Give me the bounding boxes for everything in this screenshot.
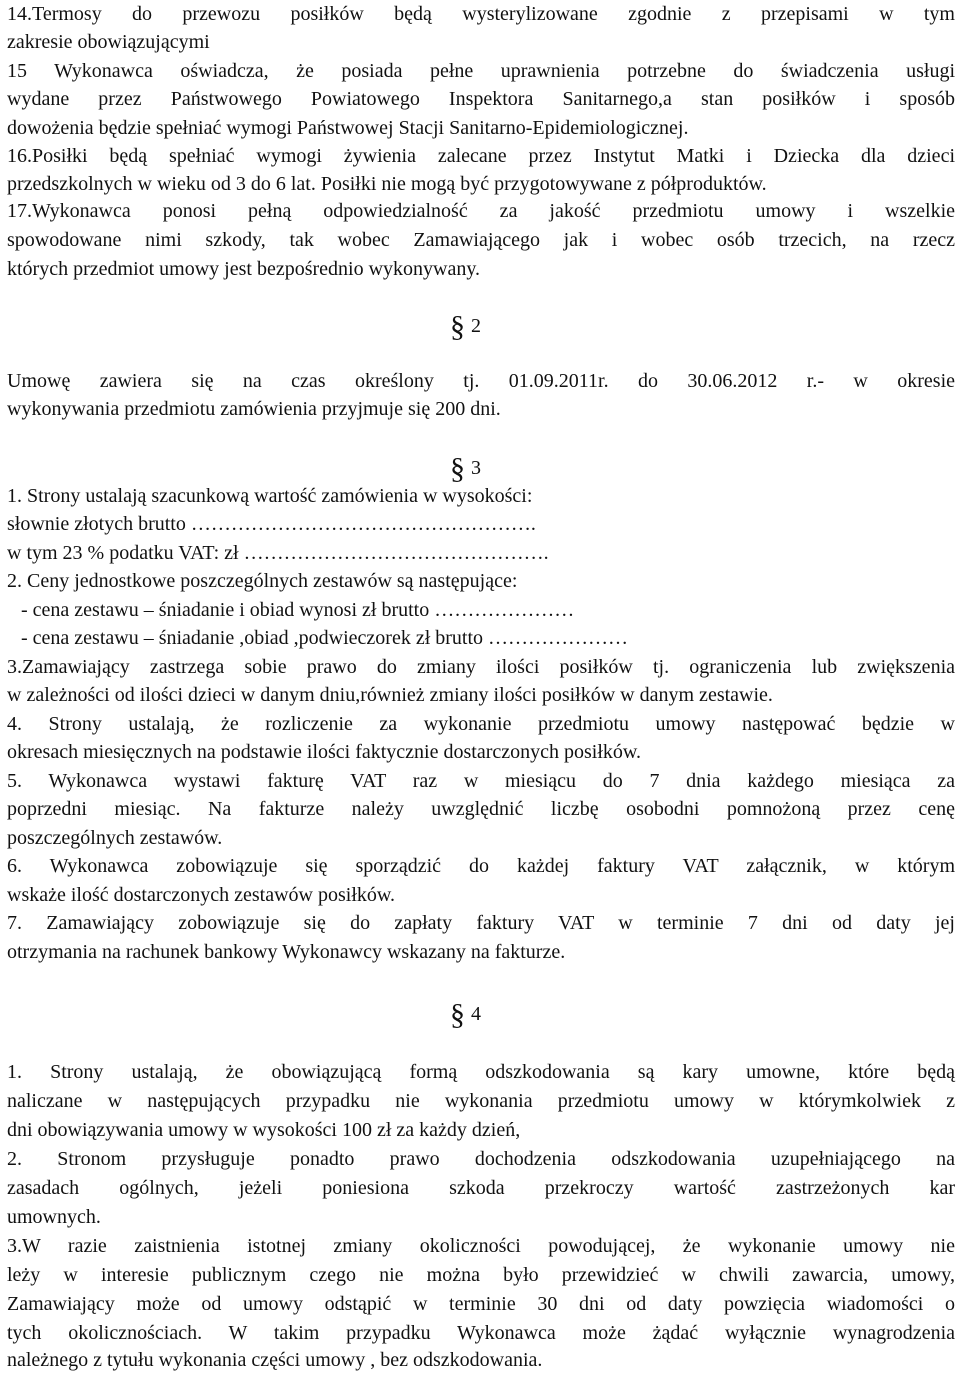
section-4-line-9: Zamawiający może od umowy odstąpić w terminie 30 dni od daty powzięcia wiadomości o [7, 1293, 955, 1315]
section-3-line-4: 2. Ceny jednostkowe poszczególnych zestawów są następujące: [7, 570, 518, 592]
section-symbol: § [450, 452, 465, 485]
section-4-line-5: zasadach ogólnych, jeżeli poniesiona szkoda przekroczy wartość zastrzeżonych kar [7, 1177, 955, 1199]
section-3-line-3: w tym 23 % podatku VAT: zł ………………………………………. [7, 542, 549, 564]
para-15-line-3: dowożenia będzie spełniać wymogi Państwowej Stacji Sanitarno-Epidemiologicznej. [7, 117, 689, 139]
section-3-line-15: wskaże ilość dostarczonych zestawów posiłków. [7, 884, 396, 906]
section-number: 2 [471, 315, 481, 337]
section-3-line-8: w zależności od ilości dzieci w danym dniu,również zmiany ilości posiłków w danym zestawie. [7, 684, 773, 706]
para-17-line-1: 17.Wykonawca ponosi pełną odpowiedzialność za jakość przedmiotu umowy i wszelkie [7, 200, 955, 222]
section-3-line-12: poprzedni miesiąc. Na fakturze należy uwzględnić liczbę osobodni pomnożoną przez cenę [7, 798, 955, 820]
section-4-heading [450, 1000, 481, 1029]
section-3-line-11: 5. Wykonawca wystawi fakturę VAT raz w miesiącu do 7 dnia każdego miesiąca za [7, 770, 955, 792]
section-symbol: § [450, 998, 465, 1031]
para-15-line-2: wydane przez Państwowego Powiatowego Inspektora Sanitarnego,a stan posiłków i sposób [7, 88, 955, 110]
section-symbol: § [450, 310, 465, 343]
section-4-line-6: umownych. [7, 1206, 101, 1228]
section-4-line-8: leży w interesie publicznym czego nie można było przewidzieć w chwili zawarcia, umowy, [7, 1264, 955, 1286]
para-14-line-2: zakresie obowiązującymi [7, 31, 210, 53]
section-4-line-7: 3.W razie zaistnienia istotnej zmiany okoliczności powodującej, że wykonanie umowy nie [7, 1235, 955, 1257]
para-15-line-1: 15 Wykonawca oświadcza, że posiada pełne uprawnienia potrzebne do świadczenia usługi [7, 60, 955, 82]
section-4-line-11: należnego z tytułu wykonania części umowy , bez odszkodowania. [7, 1349, 543, 1371]
section-3-line-10: okresach miesięcznych na podstawie ilości faktycznie dostarczonych posiłków. [7, 741, 642, 763]
section-2-line-2: wykonywania przedmiotu zamówienia przyjmuje się 200 dni. [7, 398, 501, 420]
para-14-line-1: 14.Termosy do przewozu posiłków będą wysterylizowane zgodnie z przepisami w tym [7, 3, 955, 25]
section-number: 3 [471, 457, 481, 479]
section-4-line-3: dni obowiązywania umowy w wysokości 100 zł za każdy dzień, [7, 1119, 521, 1141]
section-4-line-4: 2. Stronom przysługuje ponadto prawo dochodzenia odszkodowania uzupełniającego na [7, 1148, 955, 1170]
section-3-line-5: - cena zestawu – śniadanie i obiad wynosi zł brutto ………………… [21, 599, 575, 621]
section-3-line-14: 6. Wykonawca zobowiązuje się sporządzić do każdej faktury VAT załącznik, w którym [7, 855, 955, 877]
section-3-line-9: 4. Strony ustalają, że rozliczenie za wykonanie przedmiotu umowy następować będzie w [7, 713, 955, 735]
section-3-heading [450, 454, 481, 483]
section-3-line-16: 7. Zamawiający zobowiązuje się do zapłaty faktury VAT w terminie 7 dni od daty jej [7, 912, 955, 934]
para-16-line-2: przedszkolnych w wieku od 3 do 6 lat. Posiłki nie mogą być przygotowywane z półproduktów. [7, 173, 767, 195]
section-4-line-2: naliczane w następujących przypadku nie wykonania przedmiotu umowy w którymkolwiek z [7, 1090, 955, 1112]
section-4-line-10: tych okolicznościach. W takim przypadku Wykonawca może żądać wyłącznie wynagrodzenia [7, 1322, 955, 1344]
section-3-line-1: 1. Strony ustalają szacunkową wartość zamówienia w wysokości: [7, 485, 533, 507]
section-3-line-13: poszczególnych zestawów. [7, 827, 223, 849]
section-3-line-2: słownie złotych brutto ……………………………………………. [7, 513, 536, 535]
section-3-line-17: otrzymania na rachunek bankowy Wykonawcy wskazany na fakturze. [7, 941, 566, 963]
para-16-line-1: 16.Posiłki będą spełniać wymogi żywienia zalecane przez Instytut Matki i Dziecka dla dzieci [7, 145, 955, 167]
section-2-heading [450, 312, 481, 341]
section-number: 4 [471, 1003, 481, 1025]
section-3-line-6: - cena zestawu – śniadanie ,obiad ,podwieczorek zł brutto ………………… [21, 627, 629, 649]
para-17-line-3: których przedmiot umowy jest bezpośrednio wykonywany. [7, 258, 481, 280]
para-17-line-2: spowodowane nimi szkody, tak wobec Zamawiającego jak i wobec osób trzecich, na rzecz [7, 229, 955, 251]
section-2-line-1: Umowę zawiera się na czas określony tj. 01.09.2011r. do 30.06.2012 r.- w okresie [7, 370, 955, 392]
section-3-line-7: 3.Zamawiający zastrzega sobie prawo do zmiany ilości posiłków tj. ograniczenia lub zwiększenia [7, 656, 955, 678]
section-4-line-1: 1. Strony ustalają, że obowiązującą formą odszkodowania są kary umowne, które będą [7, 1061, 955, 1083]
